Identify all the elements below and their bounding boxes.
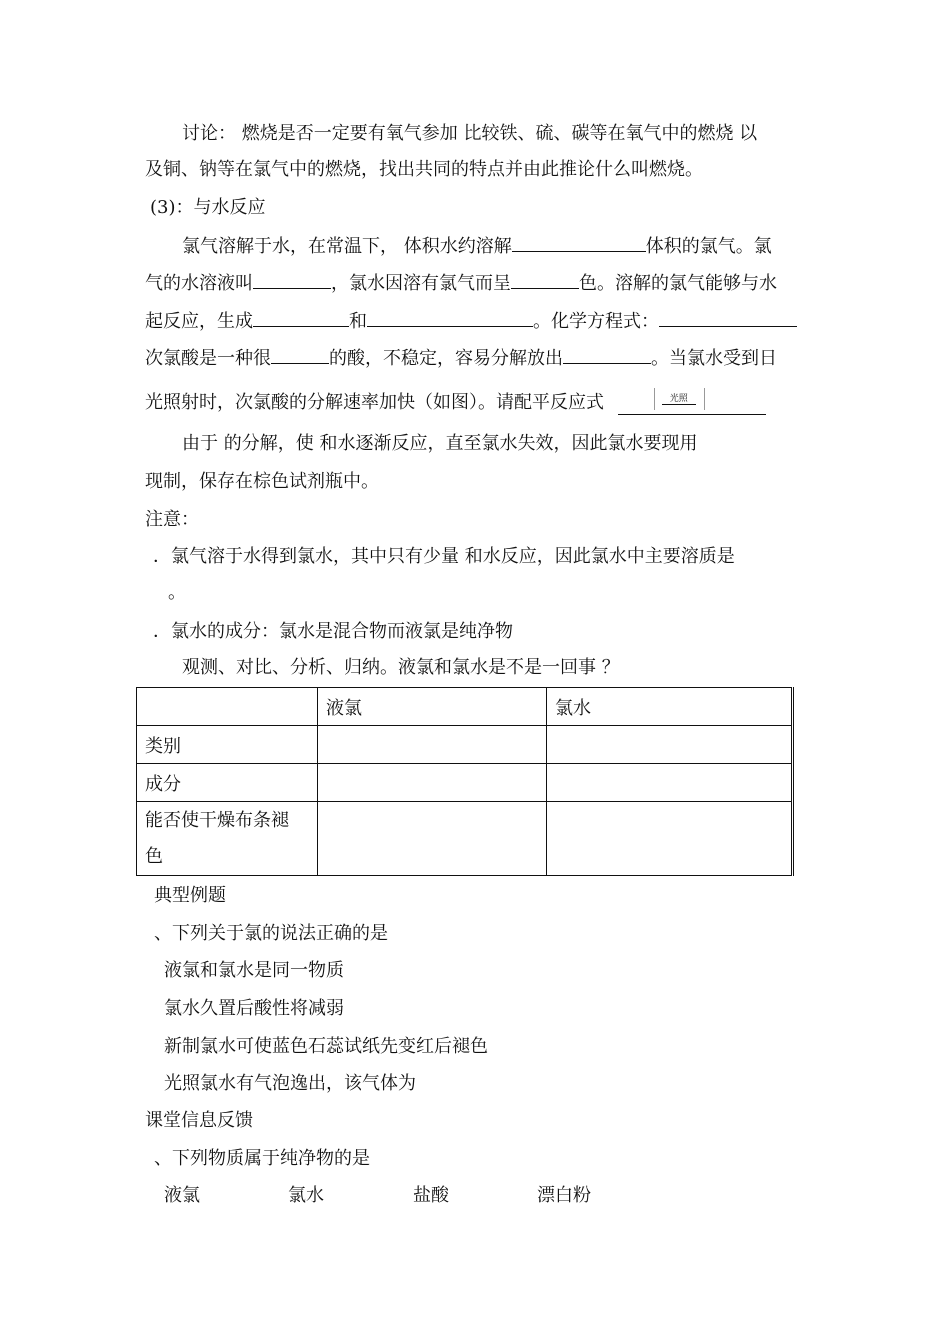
para1-text: 体积的氯气。氯 [645, 236, 772, 257]
feedback-heading: 课堂信息反馈 [145, 1110, 253, 1131]
table-header-cell: 氯水 [547, 688, 793, 726]
q2-stem: 、下列物质属于纯净物的是 [154, 1148, 370, 1169]
row-label: 成分 [137, 764, 318, 802]
para1-text: 色。溶解的氯气能够与水 [579, 273, 777, 294]
para1-text: 氯气溶解于水，在常温下， 体积水约溶解 [182, 236, 512, 257]
notes-heading: 注意： [145, 509, 199, 530]
table-header-cell [137, 688, 318, 726]
para1-text: 的酸，不稳定，容易分解放出 [329, 348, 563, 369]
answer-cell[interactable] [318, 802, 547, 876]
q1-stem: 、下列关于氯的说法正确的是 [154, 923, 388, 944]
q2-option[interactable]: 盐酸 [413, 1185, 449, 1206]
blank-product-2[interactable] [367, 308, 533, 327]
q1-option[interactable]: 液氯和氯水是同一物质 [164, 960, 344, 981]
reaction-arrow [654, 388, 706, 412]
para2-line-1: 由于 的分解，使 和水逐渐反应，直至氯水失效，因此氯水要现用 [182, 433, 698, 454]
answer-cell[interactable] [318, 764, 547, 802]
q2-option[interactable]: 氯水 [288, 1185, 324, 1206]
para1-text: 。当氯水受到日 [651, 348, 777, 369]
discussion-line-2: 及铜、钠等在氯气中的燃烧，找出共同的特点并由此推论什么叫燃烧。 [145, 159, 703, 180]
answer-cell[interactable] [318, 726, 547, 764]
arrow-divider-icon [704, 388, 705, 410]
para1-text: 起反应，生成 [145, 311, 253, 332]
arrow-divider-icon [654, 388, 655, 410]
comparison-table [136, 687, 794, 876]
para1-line-4 [145, 345, 777, 371]
blank-color[interactable] [511, 270, 579, 289]
row-label: 类别 [137, 726, 318, 764]
q1-option[interactable]: 新制氯水可使蓝色石蕊试纸先变红后褪色 [164, 1036, 488, 1057]
table-row [137, 802, 793, 876]
row-label-line: 色 [145, 845, 163, 867]
table-row [137, 726, 793, 764]
answer-cell[interactable] [547, 802, 793, 876]
arrow-condition-label: 光照 [662, 394, 696, 405]
blank-gas[interactable] [563, 345, 651, 364]
para1-line-1 [182, 233, 772, 259]
para1-text: 。化学方程式： [533, 311, 659, 332]
table-row [137, 764, 793, 802]
para1-text: 和 [349, 311, 367, 332]
para1-line-3 [145, 308, 797, 334]
examples-heading: 典型例题 [154, 885, 226, 906]
table-header-row [137, 688, 793, 726]
row-label [137, 802, 318, 876]
blank-equation[interactable] [659, 308, 797, 327]
para1-text: 气的水溶液叫 [145, 273, 253, 294]
para1-text: ，氯水因溶有氯气而呈 [331, 273, 511, 294]
blank-product-1[interactable] [253, 308, 349, 327]
row-label-line: 能否使干燥布条褪 [145, 809, 289, 831]
q1-option[interactable]: 氯水久置后酸性将减弱 [164, 998, 344, 1019]
para1-line-5 [145, 391, 766, 415]
para1-text: 光照射时，次氯酸的分解速率加快（如图）。请配平反应式 [145, 392, 604, 413]
answer-cell[interactable] [547, 726, 793, 764]
blank-balance-equation[interactable] [618, 392, 766, 415]
answer-cell[interactable] [547, 764, 793, 802]
note-1-line-1: ．氯气溶于水得到氯水，其中只有少量 和水反应，因此氯水中主要溶质是 [153, 546, 735, 567]
q2-option[interactable]: 漂白粉 [537, 1185, 591, 1206]
para1-line-2 [145, 270, 777, 296]
para2-line-2: 现制，保存在棕色试剂瓶中。 [145, 471, 379, 492]
discussion-line-1: 讨论： 燃烧是否一定要有氧气参加 比较铁、硫、碳等在氧气中的燃烧 以 [182, 123, 758, 144]
blank-solution-name[interactable] [253, 270, 331, 289]
q2-option[interactable]: 液氯 [164, 1185, 200, 1206]
note-1-line-2: 。 [168, 582, 186, 603]
blank-acid-strength[interactable] [271, 345, 329, 364]
note-2: ．氯水的成分：氯水是混合物而液氯是纯净物 [153, 621, 513, 642]
table-header-cell: 液氯 [318, 688, 547, 726]
section-3-heading: (3)：与水反应 [150, 197, 266, 218]
para1-text: 次氯酸是一种很 [145, 348, 271, 369]
blank-volume[interactable] [512, 233, 646, 252]
q1-option[interactable]: 光照氯水有气泡逸出，该气体为 [164, 1073, 416, 1094]
observe-question: 观测、对比、分析、归纳。液氯和氯水是不是一回事 ？ [182, 657, 620, 678]
